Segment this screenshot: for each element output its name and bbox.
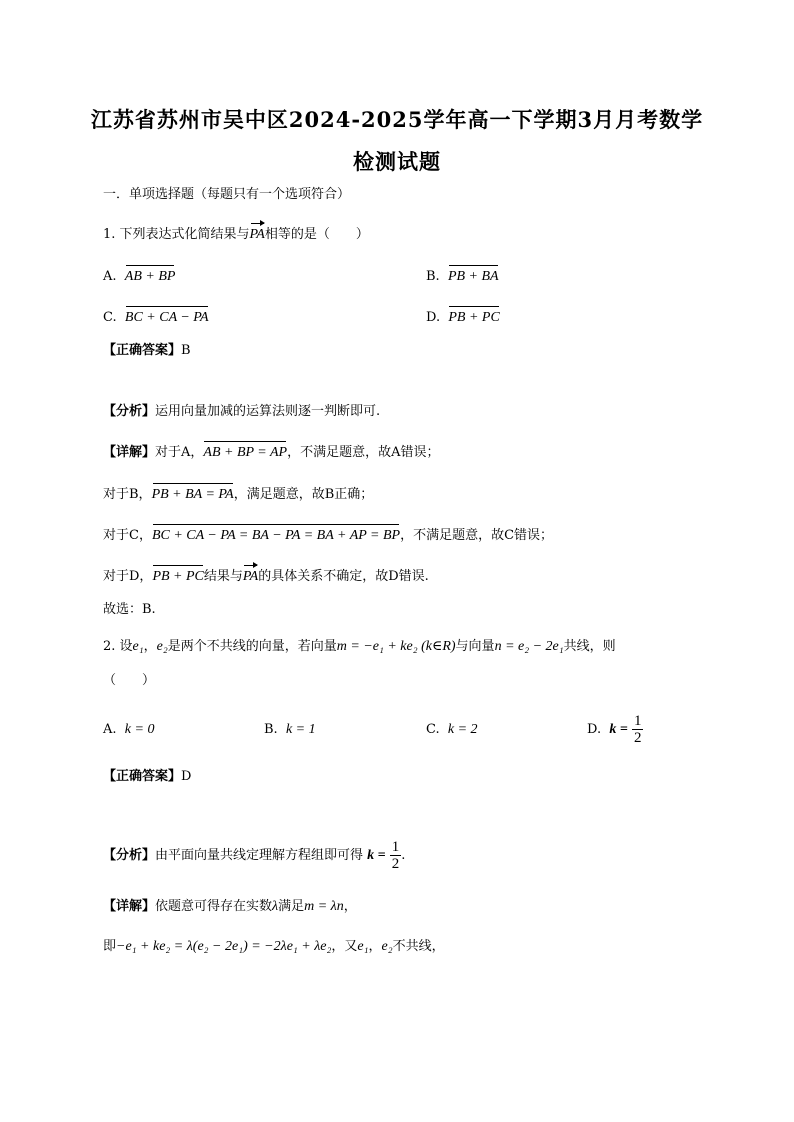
- q2-option-c-expr: k = 2: [447, 722, 478, 737]
- q2-option-a: [103, 720, 154, 740]
- q2-option-b: [264, 720, 316, 740]
- q2-option-a-expr: k = 0: [124, 722, 155, 737]
- q2-detail1-expr: m = λn: [304, 899, 344, 914]
- q1-option-c-label: C.: [103, 310, 117, 325]
- q2-detail2-expr: −e₁ + ke₂ = λ(e₂ − 2e₁) = −2λe₁ + λe₂: [116, 939, 332, 954]
- q2-answer-label: 【正确答案】: [103, 769, 182, 784]
- q2-stem-n-expr: n = e₂ − 2e₁: [494, 639, 564, 654]
- q2-analysis-k: k =: [367, 848, 386, 863]
- q2-detail-2: [103, 937, 445, 957]
- q2-detail2-prefix: 即: [103, 939, 117, 954]
- q2-analysis-label: 【分析】: [103, 848, 156, 863]
- q2-analysis: [103, 838, 405, 874]
- q2-option-c-label: C.: [426, 722, 440, 737]
- q2-stem-m-expr: m = −e₁ + ke₂ (k∈R): [336, 639, 456, 654]
- document-title-line2: 检测试题: [353, 149, 441, 174]
- q2-detail1-mid: 满足: [278, 899, 305, 914]
- q1-analysis-label: 【分析】: [103, 404, 156, 419]
- section-heading: 一．单项选择题（每题只有一个选项符合）: [103, 187, 351, 202]
- q1-option-b-expr: PB + BA: [448, 264, 499, 287]
- q1-detail-c-suffix: ，不满足题意，故C错误；: [400, 528, 554, 543]
- q1-stem-vector: PA: [250, 222, 265, 245]
- q2-option-b-label: B.: [264, 722, 278, 737]
- q2-detail-1: [103, 897, 357, 917]
- q1-option-a-expr: AB + BP: [125, 264, 176, 287]
- q2-detail2-end: 不共线，: [392, 939, 445, 954]
- q1-option-d-expr: PB + PC: [448, 305, 499, 328]
- q1-option-c: [103, 305, 209, 328]
- q1-detail-a-suffix: ，不满足题意，故A错误；: [287, 445, 440, 460]
- q1-detail-d-suffix: 的具体关系不确定，故D错误.: [258, 569, 429, 584]
- q2-detail2-mid: ，又: [331, 939, 358, 954]
- q1-detail-a: [103, 440, 440, 463]
- q1-detail-d-prefix: 对于D，: [103, 569, 153, 584]
- q1-option-b: [426, 264, 499, 287]
- q1-stem: [103, 222, 369, 245]
- q1-conclusion: 故选：B.: [103, 602, 156, 617]
- q1-detail-c-expr: BC + CA − PA = BA − PA = BA + AP = BP: [152, 523, 400, 546]
- q2-stem-mid1: 是两个不共线的向量，若向量: [167, 639, 337, 654]
- q2-stem-suffix: 共线，则: [563, 639, 616, 654]
- q1-answer: [103, 341, 191, 361]
- q1-option-c-expr: BC + CA − PA: [125, 305, 209, 328]
- q2-stem-prefix: 2. 设: [103, 639, 133, 654]
- q1-detail-label: 【详解】: [103, 445, 156, 460]
- q1-detail-d-vector: PA: [243, 564, 258, 587]
- q2-option-c: [426, 720, 478, 740]
- q1-detail-d-mid: 结果与: [203, 569, 243, 584]
- q2-analysis-denominator: 2: [391, 856, 400, 872]
- q1-analysis: [103, 402, 380, 422]
- q2-option-d-label: D.: [587, 722, 602, 737]
- q1-answer-value: B: [181, 343, 191, 358]
- q1-detail-d: [103, 564, 429, 587]
- q2-stem-e1: e₁: [132, 639, 144, 654]
- q1-detail-b: [103, 482, 373, 505]
- q2-detail1-end: ，: [343, 899, 357, 914]
- q2-detail2-e1: e₁: [357, 939, 369, 954]
- q2-option-b-expr: k = 1: [285, 722, 316, 737]
- q1-option-d-label: D.: [426, 310, 441, 325]
- q1-detail-b-suffix: ，满足题意，故B正确；: [233, 487, 374, 502]
- q2-answer: [103, 767, 191, 787]
- q1-stem-prefix: 1. 下列表达式化简结果与: [103, 227, 250, 242]
- q2-stem-mid2: 与向量: [455, 639, 495, 654]
- q2-detail2-e2: e₂: [381, 939, 393, 954]
- q2-detail2-sep: ，: [368, 939, 382, 954]
- q1-option-b-label: B.: [426, 269, 440, 284]
- q1-analysis-text: 运用向量加减的运算法则逐一判断即可.: [155, 404, 381, 419]
- q1-detail-c-prefix: 对于C，: [103, 528, 152, 543]
- q1-option-d: [426, 305, 500, 328]
- q2-answer-value: D: [181, 769, 192, 784]
- q1-detail-a-prefix: 对于A，: [155, 445, 204, 460]
- q2-stem-sep: ，: [143, 639, 157, 654]
- q2-stem-e2: e₂: [156, 639, 168, 654]
- q1-stem-suffix: 相等的是（ ）: [264, 227, 369, 242]
- q2-option-a-label: A.: [103, 722, 117, 737]
- q1-detail-a-expr: AB + BP = AP: [203, 440, 287, 463]
- q1-detail-b-expr: PB + BA = PA: [152, 482, 234, 505]
- q2-option-d-denominator: 2: [633, 730, 642, 746]
- q1-option-a: [103, 264, 175, 287]
- q2-option-d-numerator: 1: [633, 713, 642, 729]
- q2-detail1-text: 依题意可得存在实数: [155, 899, 273, 914]
- q1-answer-label: 【正确答案】: [103, 343, 182, 358]
- q2-stem: [103, 637, 616, 657]
- q2-analysis-fraction: [390, 839, 402, 872]
- q2-option-d-lhs: k =: [609, 722, 628, 737]
- q2-option-d-fraction: [632, 713, 644, 746]
- q2-detail-label: 【详解】: [103, 899, 156, 914]
- q1-option-a-label: A.: [103, 269, 117, 284]
- q1-detail-d-expr: PB + PC: [152, 564, 203, 587]
- q2-analysis-end: .: [401, 848, 406, 863]
- q2-analysis-text: 由平面向量共线定理解方程组即可得: [155, 848, 364, 863]
- document-title-line1: 江苏省苏州市吴中区2024-2025学年高一下学期3月月考数学: [90, 107, 704, 132]
- q2-detail1-lambda: λ: [272, 899, 279, 914]
- q1-detail-c: [103, 523, 553, 546]
- q1-detail-b-prefix: 对于B，: [103, 487, 152, 502]
- q2-stem-line2: （ ）: [103, 673, 156, 688]
- q2-analysis-numerator: 1: [391, 839, 400, 855]
- q2-option-d: [587, 712, 643, 748]
